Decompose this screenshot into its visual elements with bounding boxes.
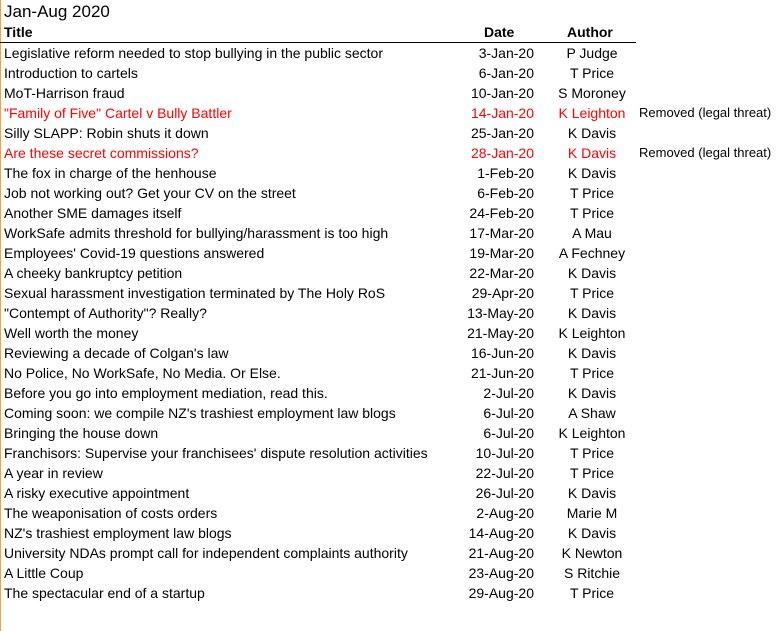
table-row[interactable] — [0, 203, 783, 223]
date-cell: 13-May-20 — [467, 305, 534, 321]
date-cell: 22-Mar-20 — [469, 265, 534, 281]
title-cell: "Contempt of Authority"? Really? — [4, 305, 207, 321]
author-cell: K Davis — [567, 125, 617, 141]
author-cell: T Price — [569, 365, 615, 381]
author-cell: A Mau — [572, 225, 612, 241]
date-cell: 1-Feb-20 — [477, 165, 534, 181]
date-cell: 21-Aug-20 — [468, 545, 534, 561]
date-cell: 3-Jan-20 — [478, 45, 534, 61]
date-cell: 24-Feb-20 — [469, 205, 534, 221]
title-cell: A Little Coup — [4, 565, 84, 581]
title-cell: The weaponisation of costs orders — [4, 505, 218, 521]
date-cell: 2-Jul-20 — [483, 385, 534, 401]
author-cell: K Davis — [567, 385, 617, 401]
table-row[interactable] — [0, 563, 783, 583]
author-cell: K Davis — [567, 525, 617, 541]
date-cell: 10-Jul-20 — [475, 445, 534, 461]
table-row[interactable] — [0, 143, 783, 163]
title-cell: Reviewing a decade of Colgan's law — [4, 345, 229, 361]
author-cell: K Davis — [567, 305, 617, 321]
note-cell: Removed (legal threat) — [639, 145, 772, 160]
author-cell: A Shaw — [568, 405, 616, 421]
author-cell: T Price — [569, 65, 615, 81]
title-cell: The fox in charge of the henhouse — [4, 165, 217, 181]
table-row[interactable] — [0, 163, 783, 183]
author-cell: T Price — [569, 285, 615, 301]
title-cell: Well worth the money — [4, 325, 139, 341]
title-cell: Another SME damages itself — [4, 205, 182, 221]
title-cell: Bringing the house down — [4, 425, 159, 441]
title-cell: Franchisors: Supervise your franchisees' dispute resolution activities — [4, 445, 428, 461]
title-cell: A year in review — [4, 465, 103, 481]
note-cell: Removed (legal threat) — [639, 105, 772, 120]
title-cell: NZ's trashiest employment law blogs — [4, 525, 232, 541]
date-cell: 10-Jan-20 — [470, 85, 534, 101]
author-cell: K Davis — [567, 145, 617, 161]
table-row[interactable] — [0, 243, 783, 263]
date-cell: 14-Jan-20 — [470, 105, 534, 121]
date-cell: 29-Apr-20 — [471, 285, 534, 301]
author-cell: K Davis — [567, 165, 617, 181]
table-row[interactable] — [0, 323, 783, 343]
title-cell: A risky executive appointment — [4, 485, 190, 501]
table-row[interactable] — [0, 303, 783, 323]
table-row[interactable] — [0, 483, 783, 503]
author-cell: Marie M — [566, 505, 618, 521]
author-cell: K Newton — [561, 545, 623, 561]
author-cell: T Price — [569, 205, 615, 221]
table-row[interactable] — [0, 43, 783, 63]
date-cell: 29-Aug-20 — [468, 585, 534, 601]
author-cell: K Davis — [567, 485, 617, 501]
date-cell: 6-Jan-20 — [478, 65, 534, 81]
date-cell: 28-Jan-20 — [470, 145, 534, 161]
title-cell: Coming soon: we compile NZ's trashiest employment law blogs — [4, 405, 396, 421]
title-cell: The spectacular end of a startup — [4, 585, 205, 601]
date-cell: 21-Jun-20 — [470, 365, 534, 381]
date-cell: 22-Jul-20 — [475, 465, 534, 481]
title-cell: MoT-Harrison fraud — [4, 85, 125, 101]
date-cell: 2-Aug-20 — [476, 505, 534, 521]
author-cell: T Price — [569, 445, 615, 461]
author-cell: K Leighton — [558, 425, 626, 441]
table-row[interactable] — [0, 463, 783, 483]
table-row[interactable] — [0, 383, 783, 403]
table-row[interactable] — [0, 263, 783, 283]
date-cell: 16-Jun-20 — [470, 345, 534, 361]
table-row[interactable] — [0, 443, 783, 463]
table-row[interactable] — [0, 103, 783, 123]
title-cell: "Family of Five" Cartel v Bully Battler — [4, 105, 232, 121]
title-cell: Job not working out? Get your CV on the street — [4, 185, 296, 201]
title-cell: A cheeky bankruptcy petition — [4, 265, 183, 281]
date-cell: 14-Aug-20 — [468, 525, 534, 541]
author-cell: T Price — [569, 185, 615, 201]
date-cell: 26-Jul-20 — [475, 485, 534, 501]
author-cell: T Price — [569, 585, 615, 601]
column-header-title[interactable]: Title — [4, 24, 33, 40]
column-header-date[interactable]: Date — [484, 24, 515, 40]
table-row[interactable] — [0, 523, 783, 543]
table-row[interactable] — [0, 423, 783, 443]
table-row[interactable] — [0, 63, 783, 83]
table-row[interactable] — [0, 283, 783, 303]
date-cell: 23-Aug-20 — [468, 565, 534, 581]
title-cell: Before you go into employment mediation, read this. — [4, 385, 328, 401]
title-cell: University NDAs prompt call for independent complaints authority — [4, 545, 408, 561]
date-cell: 6-Jul-20 — [483, 405, 534, 421]
author-cell: P Judge — [566, 45, 618, 61]
table-row[interactable] — [0, 343, 783, 363]
article-table — [0, 43, 783, 603]
table-row[interactable] — [0, 543, 783, 563]
date-cell: 19-Mar-20 — [469, 245, 534, 261]
author-cell: K Leighton — [558, 105, 626, 121]
column-header-author[interactable]: Author — [567, 24, 613, 40]
author-cell: K Davis — [567, 265, 617, 281]
table-row[interactable] — [0, 83, 783, 103]
author-cell: K Leighton — [558, 325, 626, 341]
author-cell: A Fechney — [558, 245, 626, 261]
title-cell: No Police, No WorkSafe, No Media. Or Else. — [4, 365, 281, 381]
title-cell: Legislative reform needed to stop bullying in the public sector — [4, 45, 383, 61]
date-cell: 17-Mar-20 — [469, 225, 534, 241]
table-row[interactable] — [0, 363, 783, 383]
author-cell: S Ritchie — [563, 565, 621, 581]
table-row[interactable] — [0, 403, 783, 423]
table-row[interactable] — [0, 503, 783, 523]
table-row[interactable] — [0, 123, 783, 143]
table-row[interactable] — [0, 583, 783, 603]
author-cell: K Davis — [567, 345, 617, 361]
title-cell: Are these secret commissions? — [4, 145, 199, 161]
title-cell: Introduction to cartels — [4, 65, 138, 81]
date-cell: 21-May-20 — [467, 325, 534, 341]
title-cell: Employees' Covid-19 questions answered — [4, 245, 265, 261]
date-cell: 25-Jan-20 — [470, 125, 534, 141]
table-row[interactable] — [0, 183, 783, 203]
author-cell: S Moroney — [558, 85, 626, 101]
sheet-heading: Jan-Aug 2020 — [4, 2, 110, 21]
title-cell: Silly SLAPP: Robin shuts it down — [4, 125, 209, 141]
author-cell: T Price — [569, 465, 615, 481]
title-cell: WorkSafe admits threshold for bullying/harassment is too high — [4, 225, 389, 241]
date-cell: 6-Jul-20 — [483, 425, 534, 441]
title-cell: Sexual harassment investigation terminated by The Holy RoS — [4, 285, 386, 301]
date-cell: 6-Feb-20 — [477, 185, 534, 201]
table-row[interactable] — [0, 223, 783, 243]
